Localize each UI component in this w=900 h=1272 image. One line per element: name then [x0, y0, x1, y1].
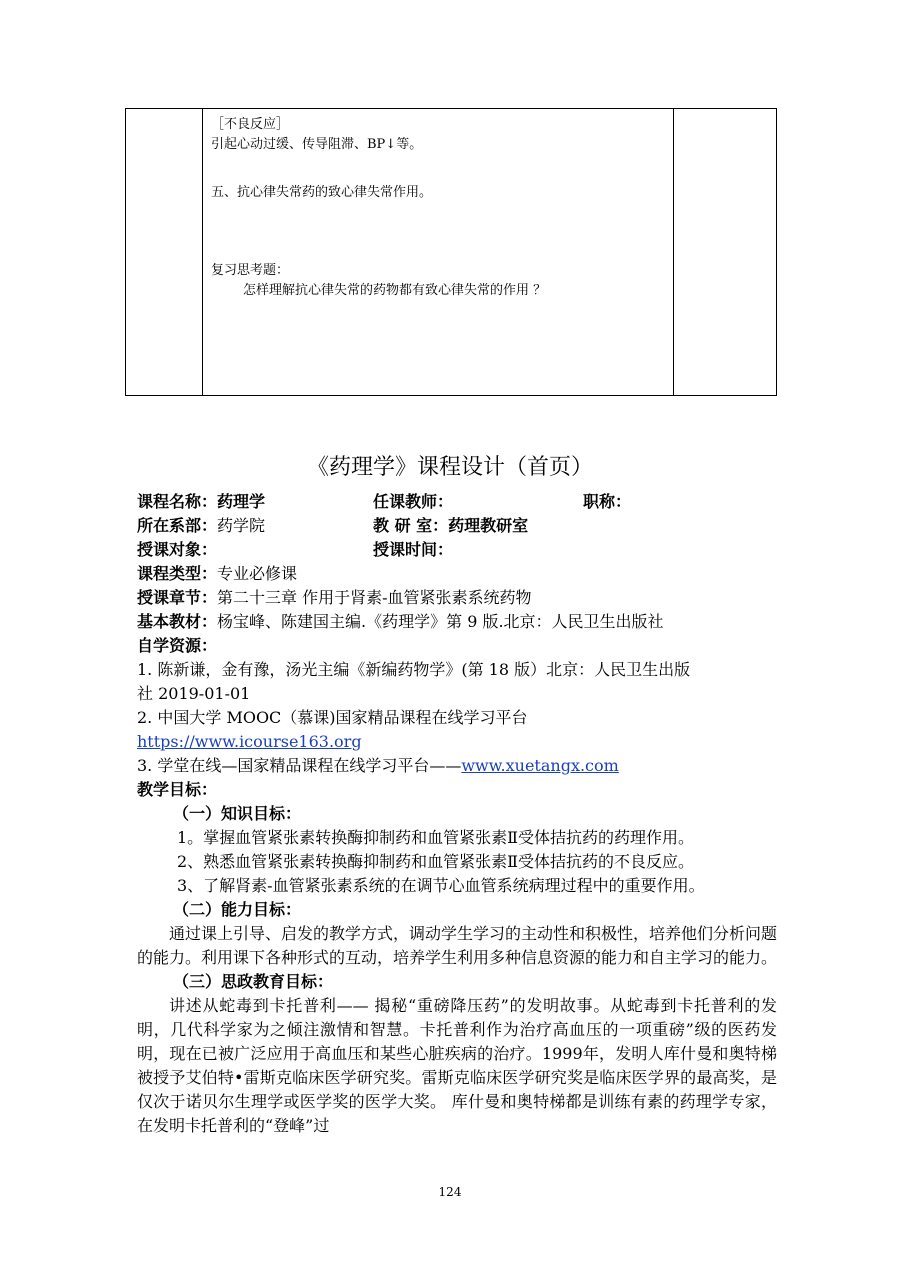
resource-item-1b: 社 2019-01-01 — [137, 684, 251, 703]
dept-label: 所在系部： — [137, 516, 218, 535]
course-label: 课程名称： — [137, 492, 218, 511]
resources-label: 自学资源： — [137, 636, 218, 655]
dept-value: 药学院 — [217, 516, 266, 535]
info-row-type — [137, 562, 777, 586]
adverse-reaction-heading: ［不良反应］ — [211, 117, 290, 132]
info-row-course — [137, 490, 777, 514]
ability-goals-text: 通过课上引导、启发的教学方式，调动学生学习的主动性和积极性，培养他们分析问题的能力。利用课下各种形式的互动，培养学生利用多种信息资源的能力和自主学习的能力。 — [137, 924, 778, 967]
goals-label: 教学目标： — [137, 780, 218, 799]
resource-item-3: 3. 学堂在线—国家精品课程在线学习平台—— — [137, 756, 462, 775]
office-value: 药理教研室 — [448, 516, 529, 535]
table-divider-right — [673, 109, 674, 395]
knowledge-goal-3: 3、了解肾素-血管紧张素系统的在调节心血管系统病理过程中的重要作用。 — [177, 876, 705, 895]
resource-item-2: 2. 中国大学 MOOC（慕课)国家精品课程在线学习平台 — [137, 708, 528, 727]
review-question: 怎样理解抗心律失常的药物都有致心律失常的作用 ？ — [243, 283, 547, 298]
lesson-table — [125, 108, 777, 396]
adverse-reaction-text: 引起心动过缓、传导阻滞、BP↓等。 — [211, 137, 423, 152]
office-label: 教 研 室： — [373, 516, 449, 535]
info-row-textbook — [137, 610, 777, 634]
chapter-value: 第二十三章 作用于肾素-血管紧张素系统药物 — [217, 588, 532, 607]
rank-label: 职称： — [583, 492, 632, 511]
page-title: 《药理学》课程设计（首页） — [306, 455, 593, 480]
time-label: 授课时间： — [373, 540, 454, 559]
section-five-heading: 五、抗心律失常药的致心律失常作用。 — [211, 185, 433, 200]
info-row-dept — [137, 514, 777, 538]
icourse-link[interactable]: https://www.icourse163.org — [137, 732, 362, 751]
table-content-cell — [211, 115, 671, 301]
knowledge-goal-1: 1。掌握血管紧张素转换酶抑制药和血管紧张素Ⅱ受体拮抗药的药理作用。 — [177, 828, 695, 847]
page-number: 124 — [438, 1185, 462, 1199]
audience-label: 授课对象： — [137, 540, 218, 559]
review-label: 复习思考题： — [211, 263, 290, 278]
textbook-value: 杨宝峰、陈建国主编.《药理学》第 9 版.北京：人民卫生出版社 — [217, 612, 664, 631]
chapter-label: 授课章节： — [137, 588, 218, 607]
ideology-goals-text: 讲述从蛇毒到卡托普利—— 揭秘“重磅降压药”的发明故事。从蛇毒到卡托普利的发明，几代科学家为之倾注激情和智慧。卡托普利作为治疗高血压的一项重磅”级的医药发明，现在已被广泛应用于高血压和某些心脏疾病的治疗。1999年，发明人库什曼和奥特梯被授予艾伯特•雷斯克临床医学研究奖。雷斯克临床医学研究奖是临床医学界的最高奖，是仅次于诺贝尔生理学或医学奖的医学大奖。 库什曼和奥特梯都是训练有素的药理学专家，在发明卡托普利的“登峰”过 — [137, 996, 777, 1135]
resource-item-1a: 1. 陈新谦，金有豫，汤光主编《新编药物学》(第 18 版）北京：人民卫生出版 — [137, 660, 691, 679]
knowledge-goals-label: （一）知识目标： — [173, 804, 302, 823]
ability-goals-label: （二）能力目标： — [173, 900, 302, 919]
knowledge-goal-2: 2、熟悉血管紧张素转换酶抑制药和血管紧张素Ⅱ受体拮抗药的不良反应。 — [177, 852, 695, 871]
info-row-audience — [137, 538, 777, 562]
xuetangx-link[interactable]: www.xuetangx.com — [461, 756, 619, 775]
table-divider-left — [202, 109, 203, 395]
ideology-goals-label: （三）思政教育目标： — [173, 972, 334, 991]
teacher-label: 任课教师： — [373, 492, 454, 511]
course-value: 药理学 — [217, 492, 266, 511]
course-design-body — [137, 490, 777, 1138]
type-value: 专业必修课 — [217, 564, 298, 583]
type-label: 课程类型： — [137, 564, 218, 583]
info-row-chapter — [137, 586, 777, 610]
textbook-label: 基本教材： — [137, 612, 218, 631]
